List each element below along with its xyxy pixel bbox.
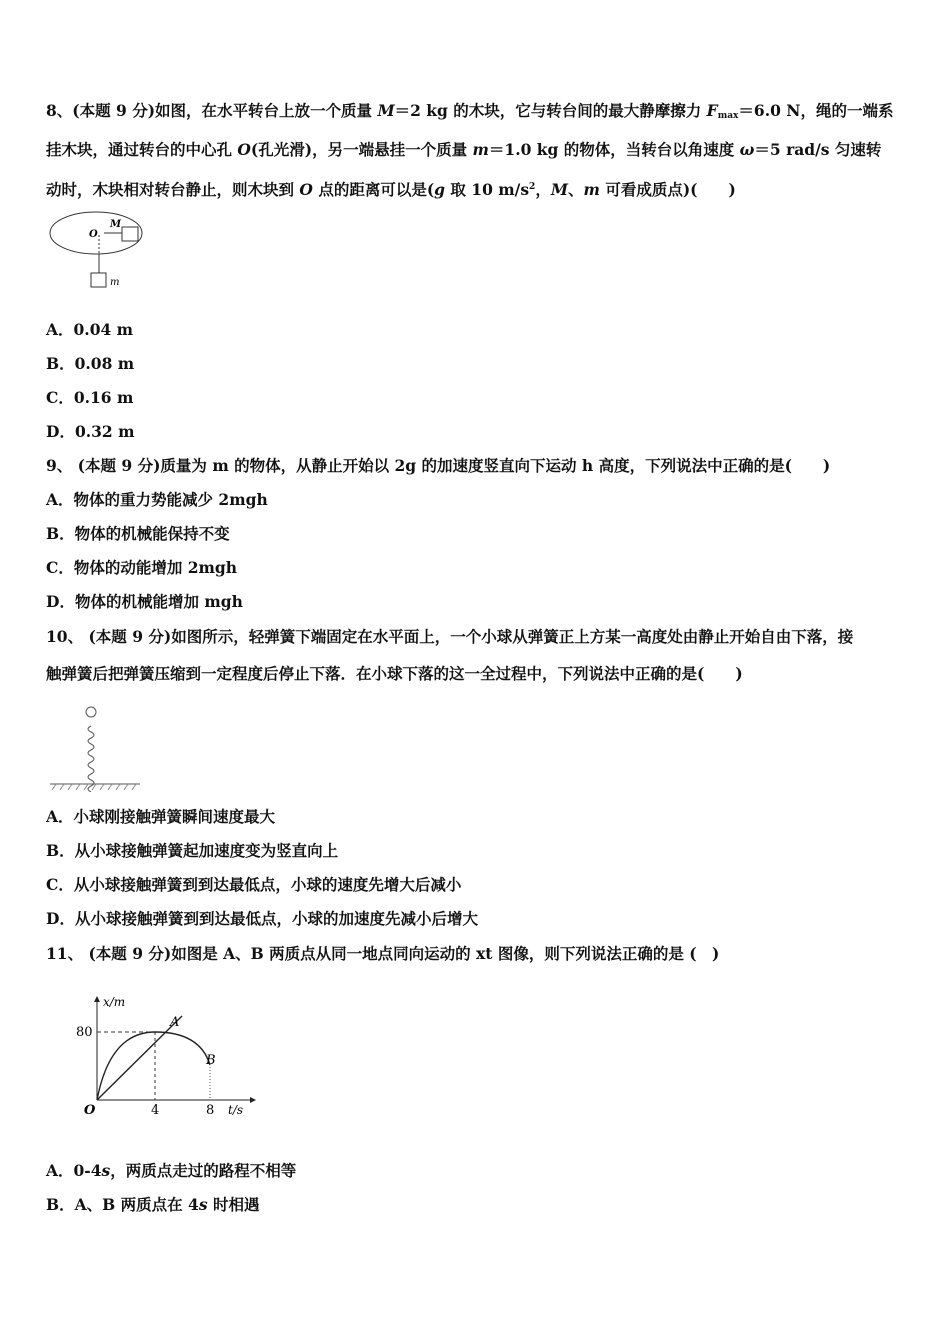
svg-text:M: M (110, 219, 122, 230)
svg-text:O: O (84, 1103, 96, 1118)
svg-text:t/s: t/s (228, 1103, 244, 1117)
q10-stem-line1: 10、 (本题 9 分)如图所示，轻弹簧下端固定在水平面上，一个小球从弹簧正上方某一高度处由静止开始自由下落，接 (46, 627, 854, 646)
q8-stem-line2: 挂木块，通过转台的中心孔 O(孔光滑)，另一端悬挂一个质量 m＝1.0 kg 的物体，当转台以角速度 ω＝5 rad/s 匀速转 (46, 140, 882, 159)
q10-option-c[interactable]: C．从小球接触弹簧到到达最低点，小球的速度先增大后减小 (46, 875, 462, 894)
svg-text:x/m: x/m (103, 995, 126, 1009)
svg-text:A: A (170, 1015, 180, 1030)
q8-stem-line1: 8、(本题 9 分)如图，在水平转台上放一个质量 M＝2 kg 的木块，它与转台间的最大静摩擦力 $F_{max}=6.0$ N，绳的一端系 (46, 101, 894, 121)
q10-option-a[interactable]: A．小球刚接触弹簧瞬间速度最大 (46, 807, 276, 826)
q8-option-b[interactable]: B．0.08 m (46, 354, 135, 373)
svg-text:80: 80 (76, 1025, 93, 1040)
q9-option-a[interactable]: A．物体的重力势能减少 2mgh (46, 490, 268, 509)
q9-option-c[interactable]: C．物体的动能增加 2mgh (46, 558, 238, 577)
q8-option-d[interactable]: D．0.32 m (46, 422, 135, 441)
svg-text:B: B (206, 1053, 216, 1068)
turntable-figure (46, 205, 156, 295)
svg-text:O: O (89, 229, 98, 240)
q8-stem-line3: 动时，木块相对转台静止，则木块到 O 点的距离可以是(g 取 10 $m/s^2$，M、m 可看成质点)( ) (46, 180, 736, 200)
q9-stem: 9、 (本题 9 分)质量为 m 的物体，从静止开始以 2g 的加速度竖直向下运动 h 高度，下列说法中正确的是( ) (46, 456, 831, 475)
q11-stem: 11、 (本题 9 分)如图是 A、B 两质点从同一地点同向运动的 xt 图像，则下列说法正确的是 ( ) (46, 944, 720, 963)
q9-option-b[interactable]: B．物体的机械能保持不变 (46, 524, 230, 543)
q9-option-d[interactable]: D．物体的机械能增加 mgh (46, 592, 243, 611)
spring-figure (46, 700, 146, 792)
q8-option-c[interactable]: C．0.16 m (46, 388, 134, 407)
q10-option-d[interactable]: D．从小球接触弹簧到到达最低点，小球的加速度先减小后增大 (46, 909, 478, 928)
q11-option-a[interactable]: A．0-4s，两质点走过的路程不相等 (46, 1161, 297, 1180)
q10-option-b[interactable]: B．从小球接触弹簧起加速度变为竖直向上 (46, 841, 339, 860)
svg-text:m: m (110, 277, 120, 288)
svg-text:8: 8 (206, 1103, 215, 1118)
q11-option-b[interactable]: B．A、B 两质点在 4s 时相遇 (46, 1195, 260, 1214)
xt-graph (70, 990, 260, 1120)
q8-option-a[interactable]: A．0.04 m (46, 320, 134, 339)
q10-stem-line2: 触弹簧后把弹簧压缩到一定程度后停止下落．在小球下落的这一全过程中，下列说法中正确的是( ) (46, 664, 743, 683)
svg-text:4: 4 (151, 1103, 160, 1118)
